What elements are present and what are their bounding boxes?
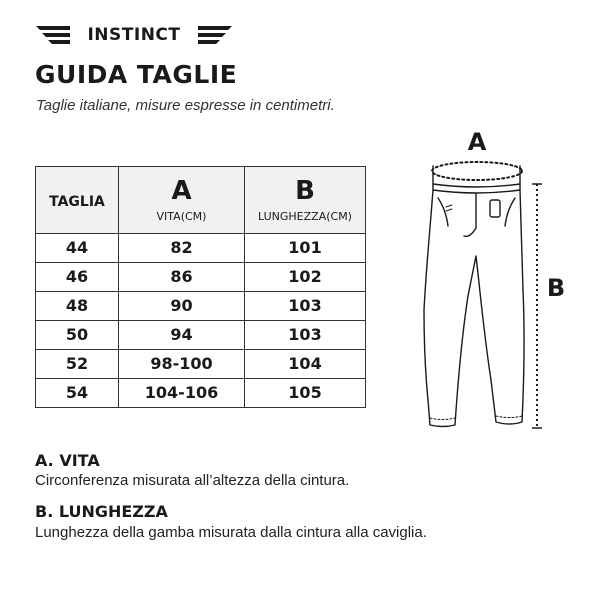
header-size-label: TAGLIA	[49, 193, 105, 210]
cell-waist: 82	[119, 234, 245, 263]
cell-length: 103	[245, 321, 366, 350]
table-row	[36, 321, 366, 350]
cell-size: 44	[36, 234, 119, 263]
cell-size: 54	[36, 379, 119, 408]
table-row	[36, 292, 366, 321]
size-table	[35, 166, 366, 408]
cell-waist: 94	[119, 321, 245, 350]
cell-size: 52	[36, 350, 119, 379]
cell-waist: 90	[119, 292, 245, 321]
note-b-title: B. LUNGHEZZA	[35, 502, 168, 521]
cell-size: 50	[36, 321, 119, 350]
diagram-label-b: B	[546, 274, 566, 302]
cell-length: 102	[245, 263, 366, 292]
diagram-label-a: A	[467, 128, 487, 156]
waist-measure-ellipse	[432, 162, 522, 180]
header-size	[36, 167, 119, 234]
cell-length: 101	[245, 234, 366, 263]
cell-length: 105	[245, 379, 366, 408]
pants-waistband	[433, 166, 520, 187]
header-waist	[119, 167, 245, 234]
table-row	[36, 234, 366, 263]
brand-name: INSTINCT	[87, 25, 181, 45]
note-b-desc: Lunghezza della gamba misurata dalla cintura alla caviglia.	[35, 524, 427, 541]
table-header-row	[36, 167, 366, 234]
cell-length: 104	[245, 350, 366, 379]
page-subtitle: Taglie italiane, misure espresse in centimetri.	[36, 97, 335, 114]
table-row	[36, 263, 366, 292]
cell-size: 46	[36, 263, 119, 292]
header-waist-label: VITA(CM)	[156, 209, 207, 223]
cell-length: 103	[245, 292, 366, 321]
note-a-title: A. VITA	[35, 451, 100, 470]
cell-waist: 98-100	[119, 350, 245, 379]
table-row	[36, 379, 366, 408]
cell-size: 48	[36, 292, 119, 321]
note-a-desc: Circonferenza misurata all’altezza della cintura.	[35, 472, 350, 489]
page-title: GUIDA TAGLIE	[35, 60, 238, 89]
brand-logo	[36, 24, 232, 46]
cell-waist: 104-106	[119, 379, 245, 408]
header-length	[245, 167, 366, 234]
pants-outline	[424, 190, 524, 427]
cell-waist: 86	[119, 263, 245, 292]
table-row	[36, 350, 366, 379]
header-length-letter: B	[295, 175, 315, 206]
header-length-label: LUNGHEZZA(CM)	[258, 209, 352, 223]
length-measure-line	[532, 184, 542, 428]
header-waist-letter: A	[171, 175, 192, 206]
